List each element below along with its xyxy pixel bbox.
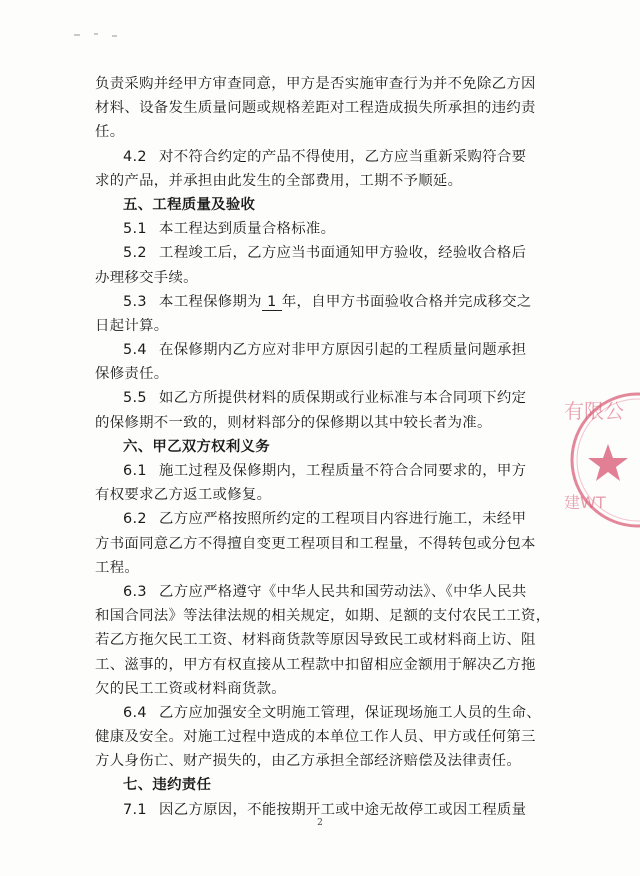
clause-text: 对不符合约定的产品不得使用，乙方应当重新采购符合要 (159, 148, 527, 165)
section-heading: 七、违约责任 (123, 777, 212, 794)
company-seal-stamp (558, 380, 640, 540)
svg-text:建WT: 建WT (564, 493, 606, 512)
clause-line (95, 241, 543, 265)
text-line: 和国合同法》等法律法规的相关规定，如期、足额的支付农民工工资， (95, 608, 551, 625)
text-line: 日起计算。 (95, 317, 169, 334)
clause-text: 本工程保修期为 (159, 293, 262, 310)
clause-line (95, 580, 543, 604)
text-line: 有权要求乙方返工或修复。 (95, 487, 272, 504)
clause-number: 5.3 (123, 293, 147, 310)
clause-text: 乙方应严格按照所约定的工程项目内容进行施工，未经甲 (159, 511, 527, 528)
section-heading: 五、工程质量及验收 (123, 196, 256, 213)
clause-number: 7.1 (123, 801, 147, 818)
clause-number: 5.2 (123, 245, 147, 262)
clause-text: 乙方应加强安全文明施工管理，保证现场施工人员的生命、 (159, 704, 541, 721)
clause-line (95, 507, 543, 531)
text-line: 方书面同意乙方不得擅自变更工程项目和工程量，不得转包或分包本 (95, 535, 536, 552)
text-line: 的保修期不一致的，则材料部分的保修期以其中较长者为准。 (95, 414, 492, 431)
clause-line (95, 459, 543, 483)
text-line: 材料、设备发生质量问题或规格差距对工程造成损失所承担的违约责 (95, 100, 536, 117)
text-line: 工程。 (95, 559, 140, 576)
filled-blank: 1 (262, 294, 282, 311)
clause-number: 5.5 (123, 390, 147, 407)
svg-text:有限公: 有限公 (564, 399, 624, 423)
clause-number: 6.2 (123, 511, 147, 528)
text-line: 健康及安全。对施工过程中造成的本单位工作人员、甲方或任何第三 (95, 729, 536, 746)
clause-number: 5.1 (123, 221, 147, 238)
clause-line (95, 701, 543, 725)
clause-text: 在保修期内乙方应对非甲方原因引起的工程质量问题承担 (159, 342, 527, 359)
text-line: 任。 (95, 124, 125, 141)
clause-line (95, 290, 543, 314)
clause-number: 6.1 (123, 463, 147, 479)
text-line: 若乙方拖欠民工工资、材料商货款等原因导致民工或材料商上访、阻 (95, 632, 536, 649)
scan-artifact (74, 30, 124, 40)
text-line: 方人身伤亡、财产损失的，由乙方承担全部经济赔偿及法律责任。 (95, 753, 522, 770)
clause-text: 施工过程及保修期内，工程质量不符合合同要求的，甲方 (159, 463, 527, 479)
clause-number: 5.4 (123, 342, 147, 359)
text-line: 求的产品，并承担由此发生的全部费用，工期不予顺延。 (95, 172, 463, 189)
contract-body (95, 72, 551, 822)
section-heading: 六、甲乙双方权利义务 (123, 438, 270, 455)
clause-number: 6.4 (123, 704, 147, 721)
clause-number: 4.2 (123, 148, 147, 165)
clause-text: 本工程达到质量合格标准。 (159, 221, 336, 238)
text-line: 工、滋事的，甲方有权直接从工程款中扣留相应金额用于解决乙方拖 (95, 656, 536, 673)
clause-number: 6.3 (123, 583, 147, 600)
text-line: 负责采购并经甲方审查同意，甲方是否实施审查行为并不免除乙方因 (95, 76, 536, 92)
text-line: 欠的民工工资或材料商货款。 (95, 680, 286, 697)
clause-line (95, 386, 543, 410)
clause-text: 工程竣工后，乙方应当书面通知甲方验收，经验收合格后 (159, 245, 527, 262)
clause-line (95, 338, 543, 362)
clause-line (95, 217, 543, 241)
clause-text: 因乙方原因，不能按期开工或中途无故停工或因工程质量 (159, 801, 527, 818)
clause-text: 乙方应严格遵守《中华人民共和国劳动法》、《中华人民共 (159, 583, 527, 600)
clause-text: 如乙方所提供材料的质保期或行业标准与本合同项下约定 (159, 390, 527, 407)
clause-text: 年，自甲方书面验收合格并完成移交之 (281, 293, 532, 310)
text-line: 保修责任。 (95, 366, 169, 383)
text-line: 办理移交手续。 (95, 269, 198, 286)
page-number: 2 (317, 818, 323, 828)
clause-line (95, 145, 543, 169)
